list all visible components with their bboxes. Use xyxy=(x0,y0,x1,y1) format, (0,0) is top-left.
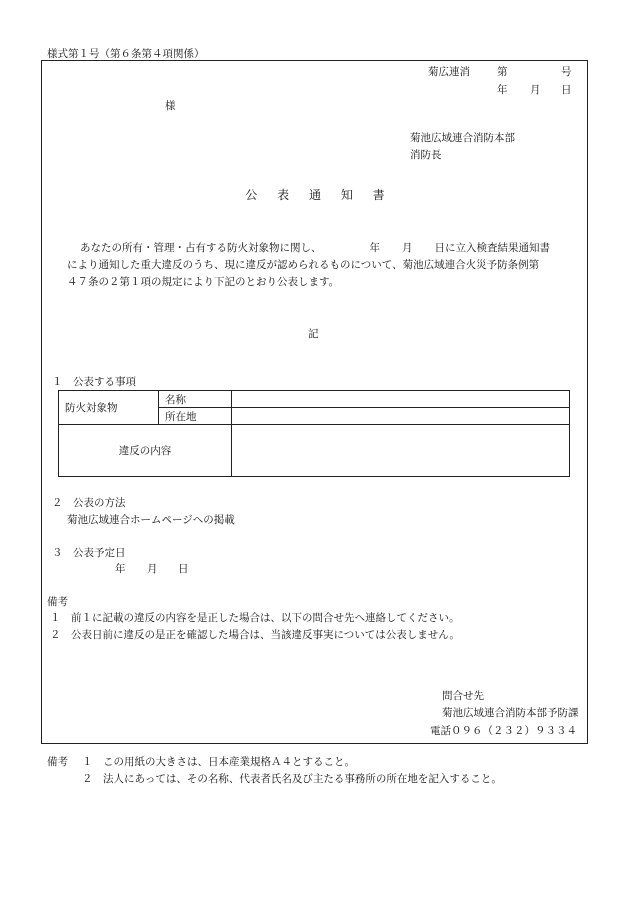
name-value[interactable] xyxy=(232,391,570,408)
issuer-code: 菊広連消 xyxy=(428,66,470,78)
recipient-suffix: 様 xyxy=(165,100,176,112)
doc-title-char: 書 xyxy=(372,188,385,202)
contact-label: 問合せ先 xyxy=(442,690,484,702)
name-label: 名称 xyxy=(159,391,232,408)
section3-heading: ３ 公表予定日 xyxy=(52,547,126,559)
form-label: 様式第１号（第６条第４項関係） xyxy=(47,48,205,60)
remarks-item-1: １ 前１に記載の違反の内容を是正した場合は、以下の問合せ先へ連絡してください。 xyxy=(50,612,460,624)
notice-body xyxy=(67,240,567,291)
header-year: 年 xyxy=(497,84,508,96)
body-line-1-year: 年 xyxy=(369,242,380,254)
doc-title-char: 知 xyxy=(340,188,353,202)
section3-month: 月 xyxy=(147,563,158,575)
remarks-heading: 備考 xyxy=(47,596,68,608)
body-line-3: ４７条の２第１項の規定により下記のとおり公表します。 xyxy=(67,276,340,288)
body-line-2: により通知した重大違反のうち、現に違反が認められるものについて、菊池広域連合火災予防条例第 xyxy=(67,259,540,271)
section2-heading: ２ 公表の方法 xyxy=(52,497,126,509)
body-line-1-month: 月 xyxy=(402,242,413,254)
violation-label: 違反の内容 xyxy=(59,425,232,477)
section1-heading: １ 公表する事項 xyxy=(52,376,136,388)
section3-year: 年 xyxy=(115,563,126,575)
doc-title-char: 通 xyxy=(308,188,321,202)
contact-phone: 電話０９６（２３２）９３３４ xyxy=(430,725,577,737)
footer-item-1: １ この用紙の大きさは、日本産業規格Ａ４とすること。 xyxy=(82,756,355,768)
footer-label: 備考 xyxy=(47,756,68,768)
body-line-1 xyxy=(67,240,567,257)
sender-title: 消防長 xyxy=(410,149,442,161)
section3-day: 日 xyxy=(178,563,189,575)
sender-org: 菊池広域連合消防本部 xyxy=(410,132,515,144)
violation-value[interactable] xyxy=(232,425,570,477)
ki-mark: 記 xyxy=(308,328,319,340)
remarks-item-2: ２ 公表日前に違反の是正を確認した場合は、当該違反事実については公表しません。 xyxy=(50,629,460,641)
body-line-1-a: あなたの所有・管理・占有する防火対象物に関し、 xyxy=(80,242,322,254)
subject-label: 防火対象物 xyxy=(59,391,159,425)
disclosure-table xyxy=(58,390,570,477)
body-line-1-b: 日に立入検査結果通知書 xyxy=(434,242,550,254)
doc-title xyxy=(0,186,630,203)
contact-org: 菊池広域連合消防本部予防課 xyxy=(442,707,579,719)
header-month: 月 xyxy=(530,84,541,96)
doc-title-char: 公 xyxy=(245,188,258,202)
number-dai: 第 xyxy=(497,66,508,78)
address-label: 所在地 xyxy=(159,408,232,425)
footer-item-2: ２ 法人にあっては、その名称、代表者氏名及び主たる事務所の所在地を記入すること。 xyxy=(82,773,502,785)
section2-content: 菊池広域連合ホームページへの掲載 xyxy=(67,514,235,526)
number-gou: 号 xyxy=(561,66,572,78)
doc-title-char: 表 xyxy=(277,188,290,202)
header-day: 日 xyxy=(561,84,572,96)
address-value[interactable] xyxy=(232,408,570,425)
